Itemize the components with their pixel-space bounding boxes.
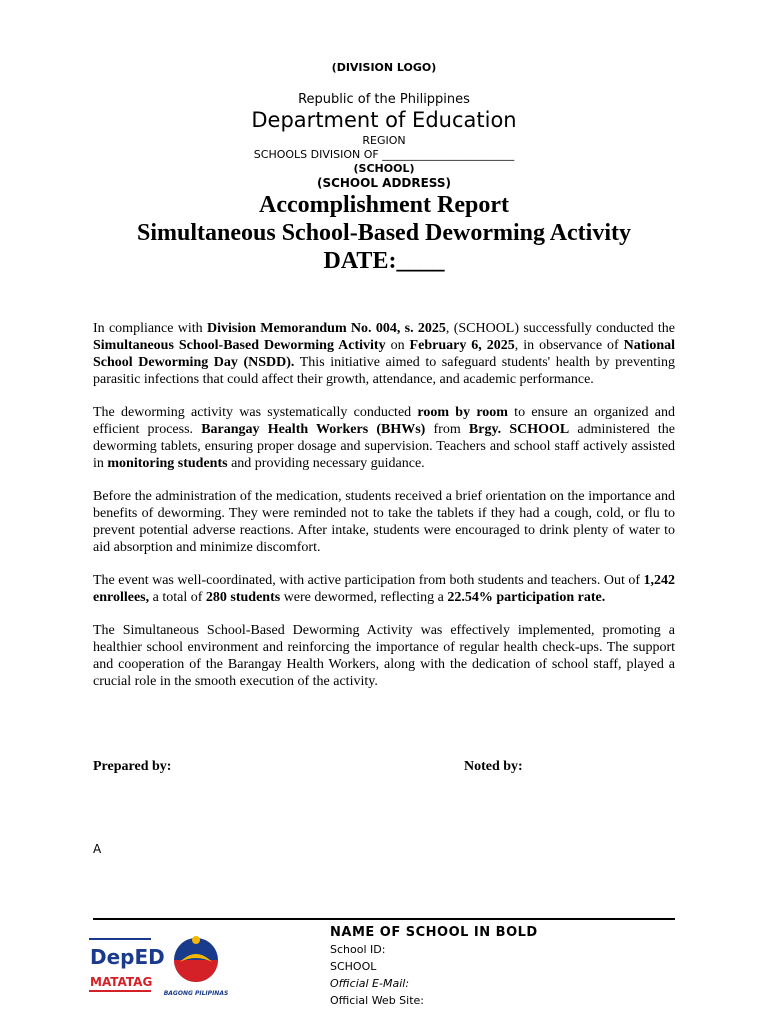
division-logo-placeholder: (DIVISION LOGO) — [331, 61, 437, 74]
paragraph-compliance — [93, 320, 675, 388]
deped-matatag-logo — [89, 936, 165, 994]
monitoring-label: monitoring students — [107, 456, 228, 471]
prepared-by-label: Prepared by: — [93, 759, 172, 774]
date-line: DATE:____ — [323, 248, 445, 274]
footer-school-id: School ID: — [330, 943, 386, 956]
room-by-room: room by room — [417, 405, 508, 420]
footer-school: SCHOOL — [330, 960, 377, 973]
text-span: on — [385, 338, 410, 353]
school-address-line: (SCHOOL ADDRESS) — [316, 176, 452, 190]
department-title: Department of Education — [251, 108, 517, 132]
text-span: and providing necessary guidance. — [227, 456, 425, 471]
stray-text: A — [93, 842, 102, 856]
sun-icon — [192, 936, 200, 944]
paragraph-conclusion: The Simultaneous School-Based Deworming Activity was effectively implemented, promoting a healthier school environment and reinforcing the importance of regular health check-ups. The support and cooperation of the Barangay Health Workers, along with the dedication of school staff, played a crucial role in the smooth execution of the activity. — [93, 623, 675, 689]
enrollees-count: 1,242 enrollees, — [93, 573, 675, 605]
text-span: In compliance with — [93, 321, 207, 336]
bagong-pilipinas-logo — [160, 932, 232, 998]
text-span: The event was well-coordinated, with active participation from both students and teachers. Out of — [93, 573, 644, 588]
noted-by-label: Noted by: — [464, 759, 523, 774]
footer-email: Official E-Mail: — [330, 977, 410, 990]
activity-date: February 6, 2025 — [409, 338, 515, 353]
matatag-wordmark: MATATAG — [90, 975, 153, 989]
memo-reference: Division Memorandum No. 004, s. 2025 — [206, 321, 446, 336]
participation-rate: 22.54% participation rate. — [447, 590, 606, 605]
report-body — [93, 320, 675, 706]
activity-name: Simultaneous School-Based Deworming Activity — [93, 338, 386, 353]
footer-school-name: NAME OF SCHOOL IN BOLD — [330, 925, 538, 940]
dewormed-count: 280 students — [205, 590, 281, 605]
text-span: a total of — [149, 590, 206, 605]
barangay-label: Brgy. SCHOOL — [468, 422, 570, 437]
seal-red-half — [174, 960, 218, 982]
bagong-caption: BAGONG PILIPINAS — [163, 990, 229, 997]
footer-website: Official Web Site: — [330, 994, 424, 1007]
text-span: The deworming activity was systematically conducted — [93, 405, 418, 420]
division-line: SCHOOLS DIVISION OF ________________________ — [253, 148, 515, 161]
deped-wordmark: DepED — [90, 945, 165, 969]
region-line: REGION — [362, 134, 406, 147]
text-span: , (SCHOOL) successfully conducted the — [445, 321, 675, 336]
paragraph-orientation: Before the administration of the medication, students received a brief orientation on the importance and benefits of deworming. They were reminded not to take the tablets if they had a cough, cold, or flu to prevent potential adverse reactions. After intake, students were encouraged to drink plenty of water to aid absorption and minimize discomfort. — [93, 489, 675, 555]
footer-divider — [93, 918, 675, 920]
nsdd-label: National School Deworming Day (NSDD). — [93, 338, 676, 370]
bhw-label: Barangay Health Workers (BHWs) — [201, 422, 426, 437]
text-span: to ensure an organized and efficient process. — [93, 405, 675, 437]
text-span: This initiative aimed to safeguard students' health by preventing parasitic infections that could affect their growth, attendance, and academic performance. — [93, 355, 675, 387]
republic-line: Republic of the Philippines — [298, 92, 470, 107]
text-span: were dewormed, reflecting a — [280, 590, 448, 605]
activity-title: Simultaneous School-Based Deworming Activity — [136, 220, 631, 246]
school-line: (SCHOOL) — [353, 162, 415, 175]
text-span: administered the deworming tablets, ensuring proper dosage and supervision. Teachers and school staff actively assisted in — [93, 422, 675, 471]
report-title: Accomplishment Report — [259, 192, 509, 218]
paragraph-results — [93, 572, 675, 606]
text-span: from — [425, 422, 469, 437]
footer-info — [330, 924, 538, 1009]
paragraph-process — [93, 404, 675, 472]
text-span: , in observance of — [514, 338, 624, 353]
